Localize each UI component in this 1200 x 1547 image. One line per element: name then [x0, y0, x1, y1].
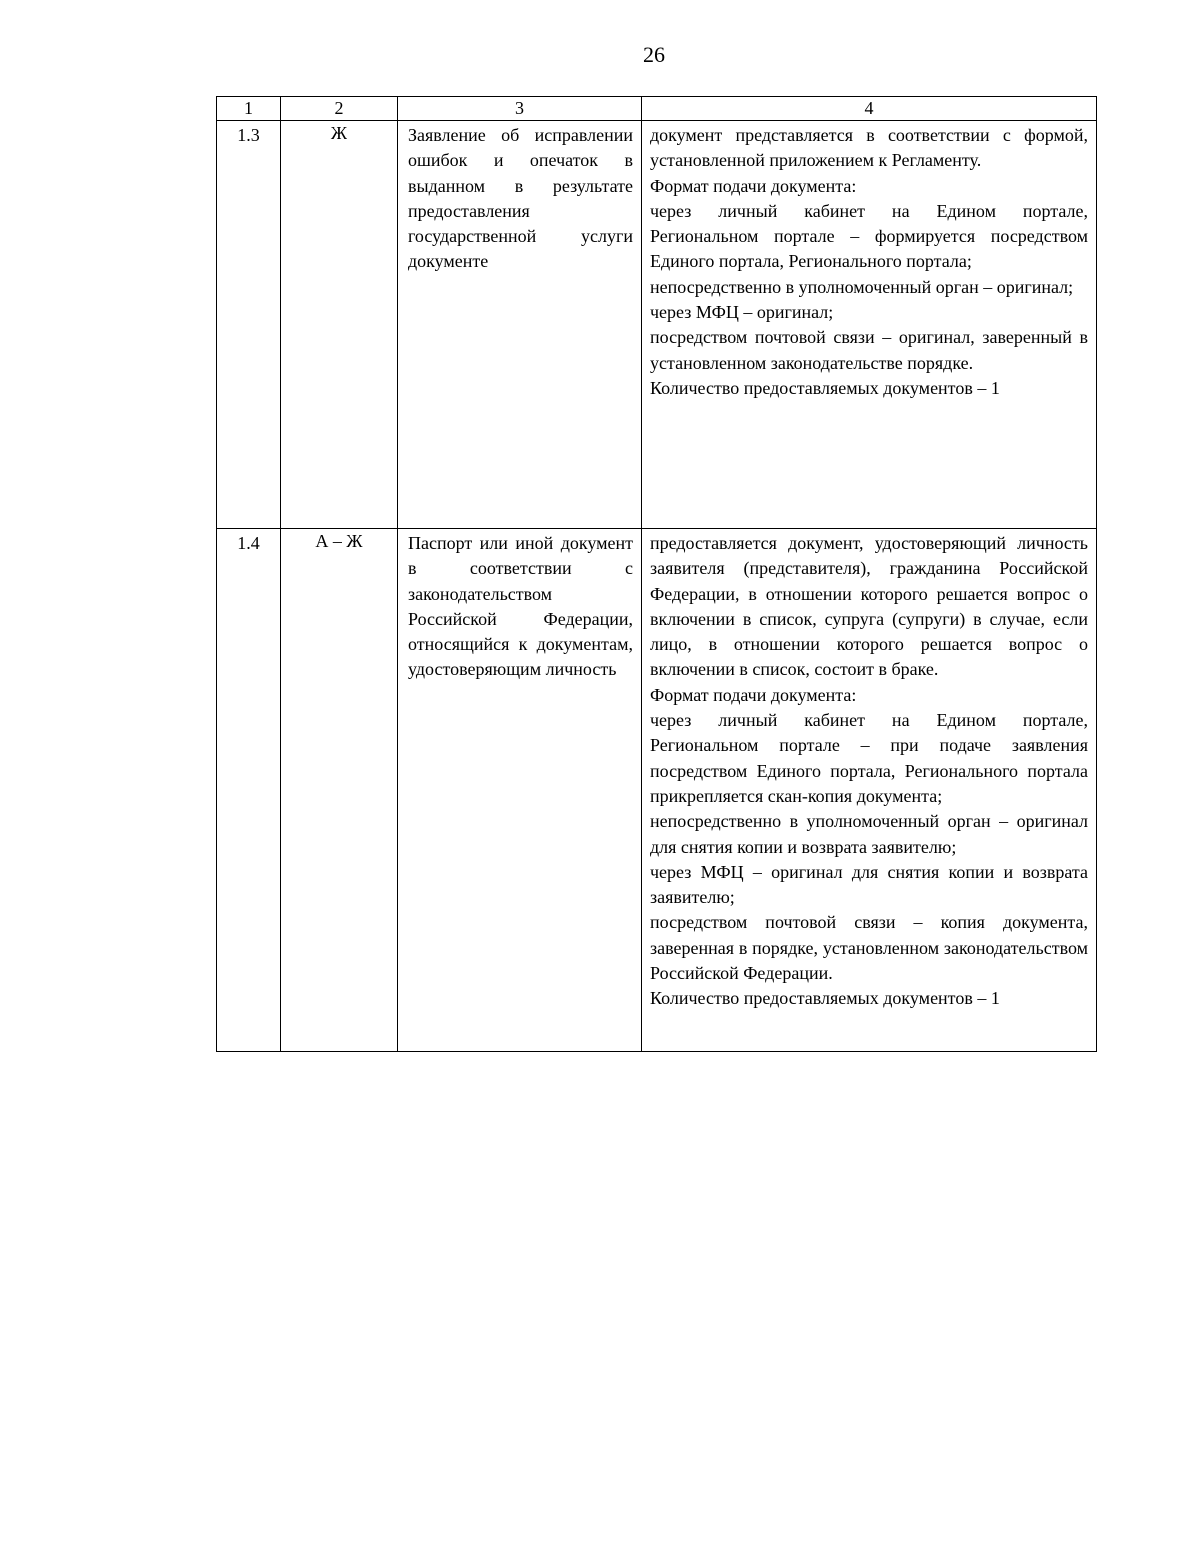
description-line: через МФЦ – оригинал для снятия копии и возврата заявителю; [650, 861, 1088, 908]
header-cell-1: 1 [217, 97, 281, 121]
applicant-category-code: Ж [281, 121, 398, 529]
document-name: Паспорт или иной документ в соответствии с законодательством Российской Федерации, относящийся к документам, удостоверяющим личность [398, 529, 642, 1052]
description-line: Формат подачи документа: [650, 175, 857, 196]
table-header-row [217, 97, 1097, 121]
description-line: через МФЦ – оригинал; [650, 302, 834, 323]
description-line: документ представляется в соответствии с формой, установленной приложением к Регламенту. [650, 125, 1088, 171]
page-number: 26 [643, 42, 665, 67]
header-cell-2: 2 [281, 97, 398, 121]
header-cell-3: 3 [398, 97, 642, 121]
description-line: Количество предоставляемых документов – 1 [650, 377, 1000, 398]
description-line: через личный кабинет на Едином портале, Региональном портале – при подаче заявления посредством Единого портала, Регионального портала прикрепляется скан-копия документа; [650, 710, 1088, 806]
table-row [217, 529, 1097, 1052]
document-description [642, 529, 1097, 1052]
description-line: посредством почтовой связи – оригинал, заверенный в установленном законодательстве порядке. [650, 327, 1088, 373]
header-cell-4: 4 [642, 97, 1097, 121]
row-number: 1.4 [217, 529, 281, 1052]
description-line: посредством почтовой связи – копия документа, заверенная в порядке, установленном законодательством Российской Федерации. [650, 912, 1088, 984]
description-line: непосредственно в уполномоченный орган – оригинал для снятия копии и возврата заявителю; [650, 811, 1088, 857]
description-line: Формат подачи документа: [650, 684, 857, 705]
document-description [642, 121, 1097, 529]
table-row [217, 121, 1097, 529]
document-table [216, 96, 1097, 1052]
description-line: предоставляется документ, удостоверяющий личность заявителя (представителя), гражданина Российской Федерации, в отношении которого решается вопрос о включении в список, супруга (супруги) в случае, если лицо, в отношении которого решается вопрос о включении в список, состоит в браке. [650, 533, 1088, 680]
document-name: Заявление об исправлении ошибок и опечаток в выданном в результате предоставления государственной услуги документе [398, 121, 642, 529]
description-line: Количество предоставляемых документов – 1 [650, 988, 1000, 1009]
applicant-category-code: А – Ж [281, 529, 398, 1052]
row-number: 1.3 [217, 121, 281, 529]
description-line: непосредственно в уполномоченный орган – оригинал; [650, 276, 1074, 297]
description-line: через личный кабинет на Едином портале, Региональном портале – формируется посредством Единого портала, Регионального портала; [650, 200, 1088, 272]
